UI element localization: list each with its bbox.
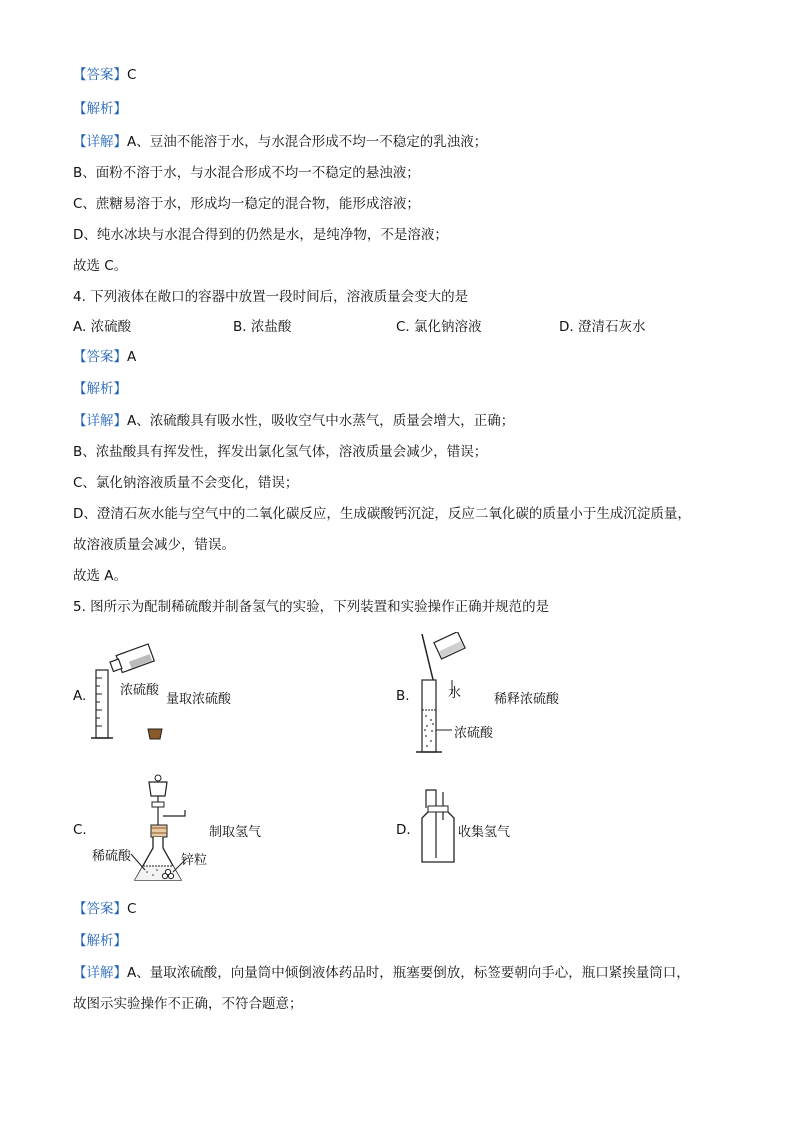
q5-b-caption: 稀释浓硫酸 bbox=[494, 692, 560, 707]
q5-b-label-acid: 浓硫酸 bbox=[454, 726, 494, 741]
detail-text: A、豆油不能溶于水，与水混合形成不均一不稳定的乳浊液； bbox=[127, 134, 488, 150]
answer-tag: 【答案】 bbox=[73, 901, 127, 917]
q5-detail-line-2: 故图示实验操作不正确，不符合题意； bbox=[73, 996, 303, 1012]
q4-detail-line-3: C、氯化钠溶液质量不会变化，错误； bbox=[73, 475, 299, 491]
q3-detail-line-2: B、面粉不溶于水，与水混合形成不均一不稳定的悬浊液； bbox=[73, 165, 420, 181]
analysis-tag: 【解析】 bbox=[73, 933, 127, 949]
q4-conclusion: 故选 A。 bbox=[73, 568, 128, 584]
q4-option-d: D. 澄清石灰水 bbox=[559, 319, 646, 335]
q5-stem: 5. 图所示为配制稀硫酸并制备氢气的实验，下列装置和实验操作正确并规范的是 bbox=[73, 599, 550, 615]
detail-tag: 【详解】 bbox=[73, 965, 127, 981]
q5-a-label-reagent: 浓硫酸 bbox=[120, 683, 160, 698]
beaker-icon bbox=[434, 632, 465, 659]
q4-answer-line bbox=[73, 348, 136, 366]
q3-analysis-tag bbox=[73, 100, 127, 118]
analysis-tag: 【解析】 bbox=[73, 101, 127, 117]
answer-value: A bbox=[127, 349, 137, 365]
q5-option-a-letter: A. bbox=[73, 688, 87, 704]
q4-detail-line-1 bbox=[73, 412, 514, 430]
detail-text: A、浓硫酸具有吸水性，吸收空气中水蒸气，质量会增大，正确； bbox=[127, 413, 515, 429]
q4-detail-line-2: B、浓盐酸具有挥发性，挥发出氯化氢气体，溶液质量会减少，错误； bbox=[73, 444, 488, 460]
q4-option-c: C. 氯化钠溶液 bbox=[396, 319, 482, 335]
detail-tag: 【详解】 bbox=[73, 134, 127, 150]
q5-option-b-letter: B. bbox=[396, 688, 410, 704]
answer-value: C bbox=[127, 901, 137, 917]
q5-c-label-zinc: 锌粒 bbox=[181, 853, 208, 868]
q5-option-d-letter: D. bbox=[396, 822, 411, 838]
q3-detail-line-1 bbox=[73, 133, 487, 151]
q5-a-caption: 量取浓硫酸 bbox=[166, 692, 232, 707]
reagent-bottle-icon bbox=[109, 644, 155, 675]
answer-tag: 【答案】 bbox=[73, 67, 127, 83]
q5-answer-line bbox=[73, 900, 136, 918]
q4-option-b: B. 浓盐酸 bbox=[233, 319, 292, 335]
detail-tag: 【详解】 bbox=[73, 413, 127, 429]
q4-detail-line-4: D、澄清石灰水能与空气中的二氧化碳反应，生成碳酸钙沉淀，反应二氧化碳的质量小于生成沉淀质量， bbox=[73, 506, 691, 522]
detail-text: A、量取浓硫酸，向量筒中倾倒液体药品时，瓶塞要倒放，标签要朝向手心，瓶口紧挨量筒口， bbox=[127, 965, 690, 981]
gas-collection-bottle-figure bbox=[418, 788, 458, 866]
q5-c-label-acid: 稀硫酸 bbox=[92, 849, 132, 864]
q4-detail-line-5: 故溶液质量会减少，错误。 bbox=[73, 537, 235, 553]
q5-c-caption: 制取氢气 bbox=[209, 825, 262, 840]
analysis-tag: 【解析】 bbox=[73, 381, 127, 397]
q3-detail-line-4: D、纯水冰块与水混合得到的仍然是水，是纯净物，不是溶液； bbox=[73, 227, 448, 243]
q5-option-c-letter: C. bbox=[73, 822, 87, 838]
q4-option-a: A. 浓硫酸 bbox=[73, 319, 132, 335]
answer-tag: 【答案】 bbox=[73, 349, 127, 365]
q3-detail-line-3: C、蔗糖易溶于水，形成均一稳定的混合物，能形成溶液； bbox=[73, 196, 420, 212]
hydrogen-generator-figure bbox=[125, 770, 210, 888]
q3-answer-line bbox=[73, 66, 136, 84]
q5-d-caption: 收集氢气 bbox=[458, 825, 511, 840]
q5-detail-line-1 bbox=[73, 964, 690, 982]
q4-analysis-tag bbox=[73, 380, 127, 398]
q5-analysis-tag bbox=[73, 932, 127, 950]
q4-stem: 4. 下列液体在敞口的容器中放置一段时间后，溶液质量会变大的是 bbox=[73, 289, 469, 305]
q5-b-label-water: 水 bbox=[448, 686, 462, 701]
answer-value: C bbox=[127, 67, 137, 83]
q3-conclusion: 故选 C。 bbox=[73, 258, 128, 274]
